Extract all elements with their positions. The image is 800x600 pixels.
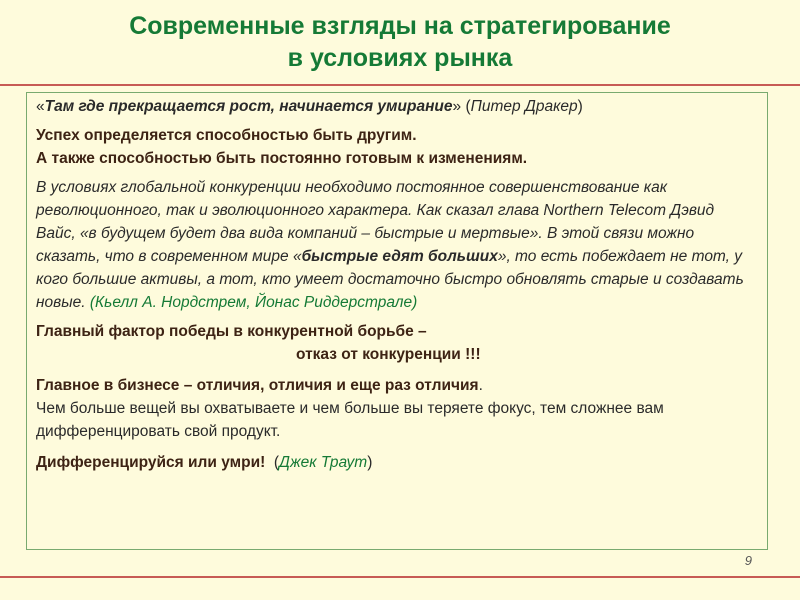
bottom-divider (0, 576, 800, 578)
drucker-quote: «Там где прекращается рост, начинается умирание» (Питер Дракер) (36, 98, 583, 115)
differentiation-paragraph: Главное в бизнесе – отличия, отличия и еще раз отличия. Чем больше вещей вы охватываете и чем больше вы теряете фокус, тем сложнее вам дифференцировать свой продукт. (36, 377, 664, 440)
main-factor-statement (36, 320, 757, 366)
trout-slogan: Дифференцируйся или умри! (Джек Траут) (36, 454, 373, 471)
title-line-2: в условиях рынка (287, 44, 513, 72)
main-factor-line-1: Главный фактор победы в конкурентной борьбе – (36, 323, 427, 340)
main-factor-line-2: отказ от конкуренции !!! (296, 346, 481, 363)
success-line-2: А также способностью быть постоянно готовым к изменениям. (36, 150, 528, 167)
emphasis-text: быстрые едят больших (301, 248, 498, 265)
quote-author: Питер Дракер (470, 98, 578, 115)
slide-title (0, 10, 800, 74)
title-line-1: Современные взгляды на стратегирование (129, 12, 671, 40)
quote-text: Там где прекращается рост, начинается умирание (44, 98, 453, 115)
success-line-1: Успех определяется способностью быть другим. (36, 127, 417, 144)
top-divider (0, 84, 800, 86)
success-statement (36, 124, 757, 170)
competition-paragraph: В условиях глобальной конкуренции необходимо постоянное совершенствование как революционного, так и эволюционного характера. Как сказал глава Northern Telecom Дэвид Вайс, «в будущем будет два вида компаний – быстрые и мертвые». В этой связи можно сказать, что в современном мире «быстрые едят больших», то есть побеждает не тот, у кого большие активы, а тот, кто умеет достаточно быстро обновлять старые и создавать новые. (Кьелл А. Нордстрем, Йонас Риддерстрале) (36, 179, 744, 311)
slogan-text: Дифференцируйся или умри! (36, 454, 266, 471)
page-number: 9 (744, 553, 752, 568)
content-box (26, 92, 768, 550)
nordstrom-authors: (Кьелл А. Нордстрем, Йонас Риддерстрале) (89, 294, 418, 311)
slogan-author: Джек Траут (279, 454, 368, 471)
differentiation-body: Чем больше вещей вы охватываете и чем больше вы теряете фокус, тем сложнее вам дифференцировать свой продукт. (36, 400, 664, 440)
differentiation-headline: Главное в бизнесе – отличия, отличия и еще раз отличия (36, 377, 479, 394)
